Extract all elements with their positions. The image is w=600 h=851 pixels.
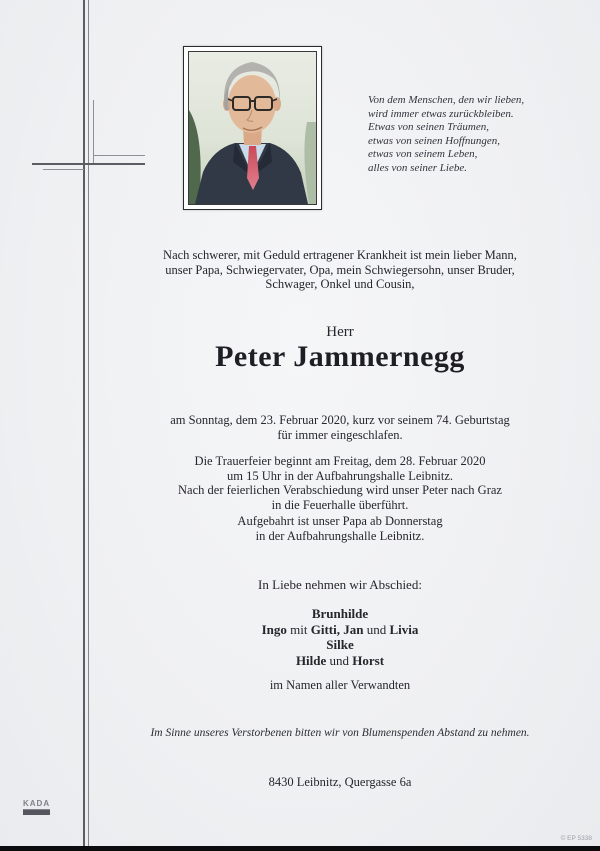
mourner-line: [80, 606, 600, 622]
ceremony-line: Die Trauerfeier beginnt am Freitag, dem 28. Februar 2020: [194, 454, 486, 468]
cross-horizontal-line-short: [43, 169, 84, 170]
funeral-home-logo-bar: [23, 809, 50, 815]
farewell-heading: In Liebe nehmen wir Abschied:: [258, 577, 422, 592]
mourner-name: Silke: [326, 637, 354, 652]
wake-line: Aufgebahrt ist unser Papa ab Donnerstag: [237, 514, 443, 528]
deceased-name: Peter Jammernegg: [215, 340, 465, 373]
mourner-name: Ingo: [261, 621, 287, 637]
mourner-connector: und: [363, 621, 390, 637]
mourner-connector: mit: [286, 621, 311, 637]
quote-line: Etwas von seinen Träumen,: [368, 121, 489, 133]
mourner-line: [80, 622, 600, 638]
farewell-closing: im Namen aller Verwandten: [269, 678, 411, 692]
print-reference: © EP 5338: [560, 835, 592, 842]
passing-line: am Sonntag, dem 23. Februar 2020, kurz vor seinem 74. Geburtstag: [170, 413, 510, 427]
ceremony-line: Nach der feierlichen Verabschiedung wird unser Peter nach Graz: [178, 483, 502, 497]
funeral-home-logo: [23, 800, 63, 815]
portrait-photo-inner-frame: [188, 51, 317, 205]
mourners-list: [80, 606, 600, 668]
ceremony-paragraph: [80, 454, 600, 512]
mourner-name: Livia: [389, 621, 419, 637]
memorial-quote: [368, 94, 583, 175]
mourner-line: [80, 653, 600, 669]
mourner-connector: und: [326, 652, 353, 668]
scan-edge-bar: [0, 846, 600, 851]
deceased-portrait-photo: [183, 46, 322, 210]
cross-vertical-line-short: [93, 100, 94, 163]
funeral-home-name: KADA: [23, 799, 51, 808]
quote-line: alles von seiner Liebe.: [368, 161, 467, 174]
intro-line: Nach schwerer, mit Geduld ertragener Krankheit ist mein lieber Mann,: [163, 248, 517, 262]
mourner-line: [80, 637, 600, 653]
passing-line: für immer eingeschlafen.: [277, 427, 403, 442]
intro-line: Schwager, Onkel und Cousin,: [265, 277, 415, 291]
quote-line: etwas von seinem Leben,: [368, 148, 478, 160]
intro-line: unser Papa, Schwiegervater, Opa, mein Schwiegersohn, unser Bruder,: [165, 262, 515, 277]
mourner-name: Brunhilde: [311, 606, 369, 621]
passing-paragraph: [80, 413, 600, 442]
mourner-name: Hilde: [295, 652, 327, 668]
quote-line: Von dem Menschen, den wir lieben,: [368, 94, 525, 106]
cross-horizontal-line: [32, 163, 145, 165]
intro-paragraph: [80, 248, 600, 292]
donation-request: Im Sinne unseres Verstorbenen bitten wir von Blumenspenden Abstand zu nehmen.: [150, 727, 530, 739]
mourner-name: Horst: [352, 652, 385, 668]
ceremony-line: um 15 Uhr in der Aufbahrungshalle Leibnitz.: [227, 468, 453, 483]
salutation: Herr: [326, 324, 354, 340]
portrait-illustration: [189, 52, 316, 204]
quote-line: etwas von seinen Hoffnungen,: [368, 134, 500, 147]
funeral-address: 8430 Leibnitz, Quergasse 6a: [268, 775, 412, 789]
wake-paragraph: [80, 514, 600, 543]
wake-line: in der Aufbahrungshalle Leibnitz.: [255, 528, 425, 543]
mourner-name: Gitti, Jan: [310, 621, 364, 637]
ceremony-line: in die Feuerhalle überführt.: [271, 497, 409, 512]
cross-horizontal-line-short: [93, 155, 145, 156]
quote-line: wird immer etwas zurückbleiben.: [368, 107, 514, 120]
